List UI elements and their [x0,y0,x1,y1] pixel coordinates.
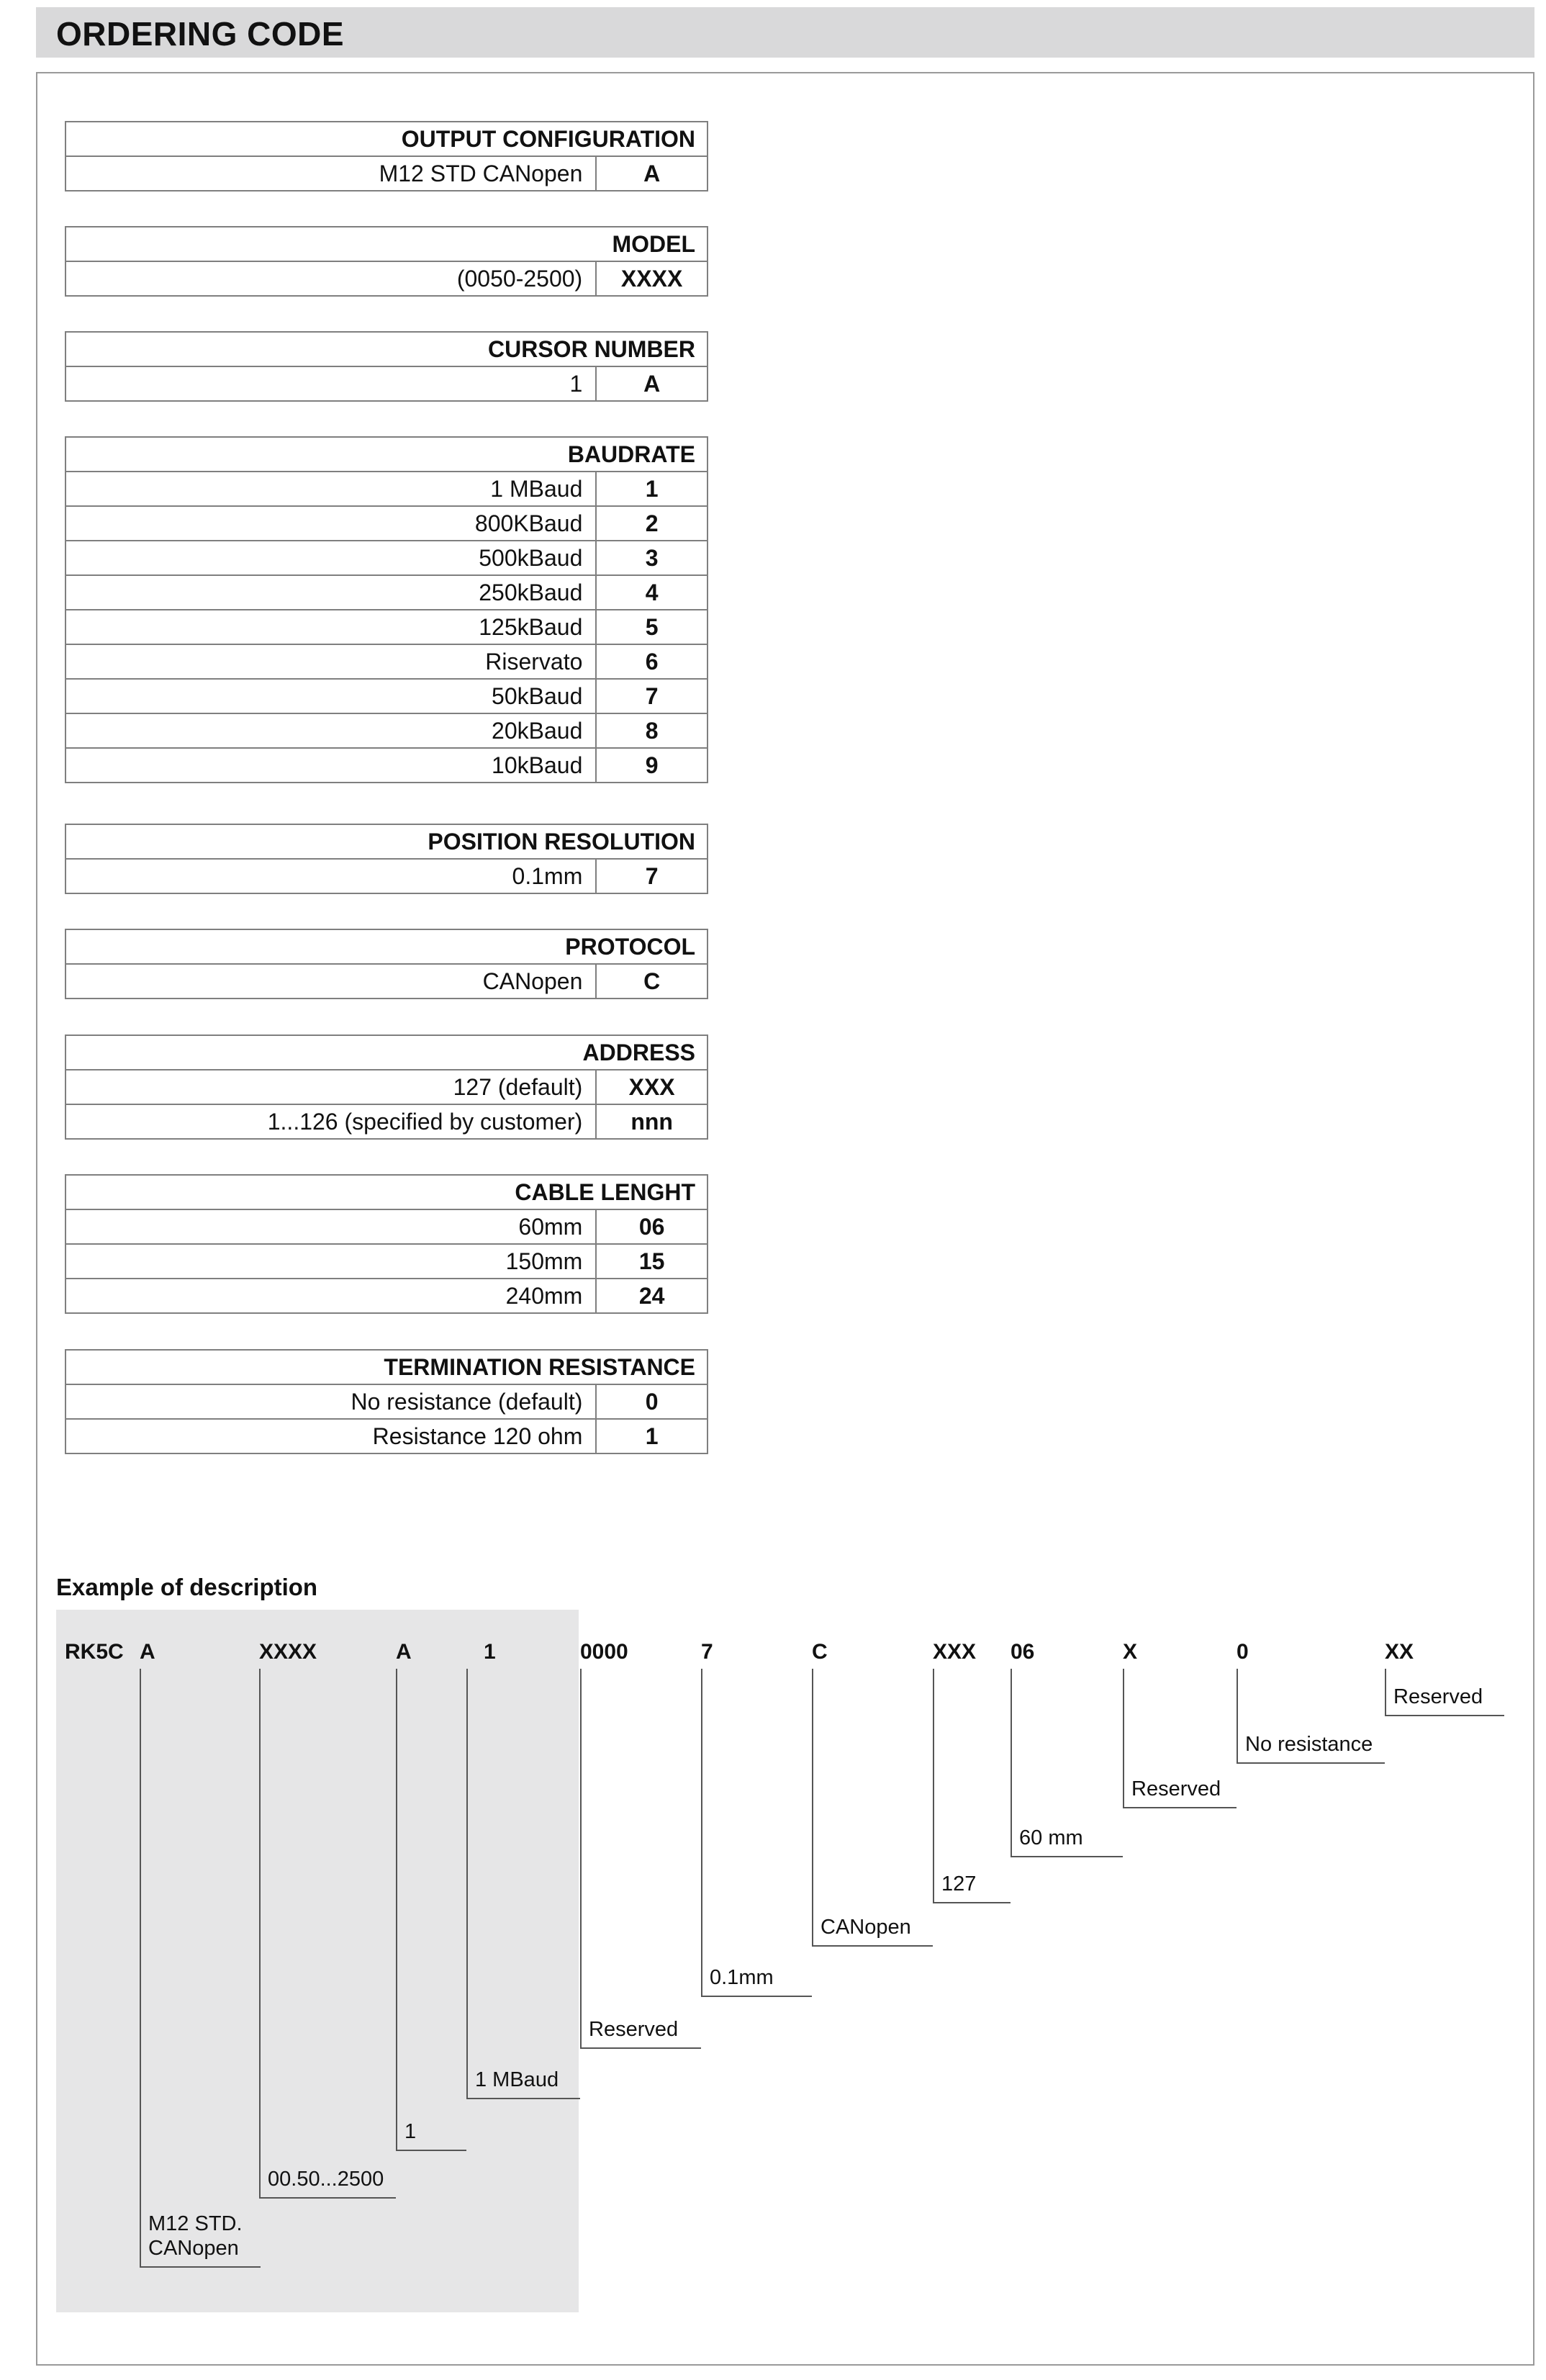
leader-line [1385,1669,1386,1715]
option-code: A [596,156,708,191]
option-label: CANopen [65,964,596,999]
page-title: ORDERING CODE [56,15,345,53]
option-code: A [596,366,708,401]
segment-description: Reserved [1393,1685,1483,1708]
segment-description: Reserved [1131,1777,1221,1800]
option-code: XXX [596,1070,708,1104]
table-row [65,1384,708,1419]
option-label: 20kBaud [65,713,596,748]
table-row [65,541,708,575]
option-code: 6 [596,644,708,679]
leader-underline [812,1945,933,1947]
table-row [65,859,708,893]
code-segment: 1 [484,1640,496,1664]
option-code: 15 [596,1244,708,1279]
option-label: 0.1mm [65,859,596,893]
option-table [65,929,708,999]
option-label: 500kBaud [65,541,596,575]
option-table-header: OUTPUT CONFIGURATION [65,122,708,156]
leader-underline [466,2098,580,2099]
option-code: 24 [596,1279,708,1313]
option-label: Resistance 120 ohm [65,1419,596,1453]
option-table-header: MODEL [65,227,708,261]
option-label: 240mm [65,1279,596,1313]
code-segment: XXXX [259,1640,317,1664]
option-table-header: ADDRESS [65,1035,708,1070]
option-table [65,1349,708,1454]
table-row [65,1209,708,1244]
leader-line [812,1669,813,1945]
option-table [65,1174,708,1314]
code-segment: A [396,1640,412,1664]
option-code: 4 [596,575,708,610]
leader-underline [259,2197,396,2199]
code-segment: 7 [701,1640,713,1664]
leader-underline [396,2150,466,2151]
segment-description: No resistance [1245,1733,1373,1756]
option-code: 1 [596,472,708,506]
table-row [65,1104,708,1139]
table-row [65,1279,708,1313]
option-table [65,824,708,894]
example-title: Example of description [56,1574,318,1600]
option-label: 10kBaud [65,748,596,783]
table-row [65,472,708,506]
segment-description: 1 [404,2120,417,2143]
segment-description: 0.1mm [710,1966,774,1989]
table-row [65,964,708,999]
option-code: 3 [596,541,708,575]
option-code: nnn [596,1104,708,1139]
leader-line [1123,1669,1124,1807]
leader-underline [580,2047,701,2049]
option-label: 60mm [65,1209,596,1244]
leader-line [580,1669,582,2047]
option-table [65,1035,708,1140]
table-row [65,261,708,296]
table-row [65,366,708,401]
option-code: XXXX [596,261,708,296]
option-table [65,226,708,297]
leader-underline [701,1996,812,1997]
leader-line [1237,1669,1238,1762]
table-row [65,156,708,191]
option-label: 250kBaud [65,575,596,610]
option-table-header: CURSOR NUMBER [65,332,708,366]
code-segment: 0000 [580,1640,628,1664]
table-row [65,1419,708,1453]
leader-line [933,1669,934,1902]
option-table-header: BAUDRATE [65,437,708,472]
option-table-header: CABLE LENGHT [65,1175,708,1209]
option-table-header: POSITION RESOLUTION [65,824,708,859]
table-row [65,713,708,748]
leader-line [259,1669,261,2197]
table-row [65,679,708,713]
table-row [65,644,708,679]
code-segment: X [1123,1640,1138,1664]
option-table [65,331,708,402]
option-label: 800KBaud [65,506,596,541]
segment-description: 00.50...2500 [268,2168,384,2191]
title-bar [36,7,1534,58]
option-code: 7 [596,679,708,713]
option-code: 2 [596,506,708,541]
option-code: 0 [596,1384,708,1419]
option-table-header: TERMINATION RESISTANCE [65,1350,708,1384]
option-label: 127 (default) [65,1070,596,1104]
option-label: (0050-2500) [65,261,596,296]
option-label: 50kBaud [65,679,596,713]
option-code: 9 [596,748,708,783]
table-row [65,1070,708,1104]
leader-underline [933,1902,1011,1903]
table-row [65,748,708,783]
leader-line [701,1669,702,1996]
leader-underline [1123,1807,1237,1808]
option-table [65,436,708,783]
segment-description: CANopen [821,1916,911,1939]
option-code: 5 [596,610,708,644]
leader-underline [140,2266,261,2268]
option-label: M12 STD CANopen [65,156,596,191]
table-row [65,575,708,610]
option-code: 7 [596,859,708,893]
option-table-header: PROTOCOL [65,929,708,964]
table-row [65,1244,708,1279]
segment-description: 1 MBaud [475,2068,559,2091]
option-label: 125kBaud [65,610,596,644]
segment-description: Reserved [589,2018,679,2041]
option-label: No resistance (default) [65,1384,596,1419]
option-code: 1 [596,1419,708,1453]
code-segment: C [812,1640,828,1664]
segment-description: M12 STD. CANopen [148,2212,243,2260]
option-label: 1 MBaud [65,472,596,506]
code-segment: RK5C [65,1640,124,1664]
option-label: 1...126 (specified by customer) [65,1104,596,1139]
option-code: 06 [596,1209,708,1244]
segment-description: 127 [941,1872,977,1896]
table-row [65,506,708,541]
example-highlight-panel [56,1610,579,2312]
leader-line [140,1669,141,2266]
table-row [65,610,708,644]
leader-line [396,1669,397,2150]
code-segment: A [140,1640,155,1664]
code-segment: 06 [1011,1640,1035,1664]
option-code: 8 [596,713,708,748]
option-label: 1 [65,366,596,401]
segment-description: 60 mm [1019,1826,1083,1849]
code-segment: XX [1385,1640,1414,1664]
option-label: Riservato [65,644,596,679]
leader-underline [1237,1762,1385,1764]
option-code: C [596,964,708,999]
leader-line [1011,1669,1012,1856]
code-segment: XXX [933,1640,977,1664]
leader-line [466,1669,468,2098]
code-segment: 0 [1237,1640,1249,1664]
option-table [65,121,708,191]
option-label: 150mm [65,1244,596,1279]
leader-underline [1011,1856,1123,1857]
leader-underline [1385,1715,1504,1716]
